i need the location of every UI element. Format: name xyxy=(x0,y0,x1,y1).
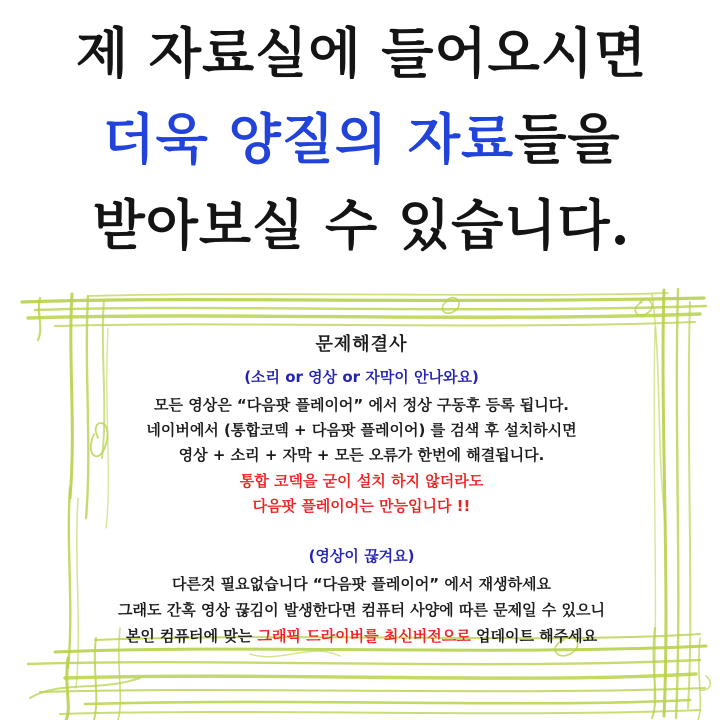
hero-line-2 xyxy=(0,96,723,182)
section2-line-1: 다른것 필요없습니다 “다음팟 플레이어” 에서 재생하세요 xyxy=(171,575,552,593)
hero-text xyxy=(0,10,723,268)
section2-line-3 xyxy=(0,627,723,645)
section2-header: (영상이 끊겨요) xyxy=(308,547,415,565)
panel-title: 문제해결사 xyxy=(315,334,408,355)
section2-line-3-prefix: 본인 컴퓨터에 맞는 xyxy=(125,627,258,645)
section2-line-3-highlight: 그래픽 드라이버를 최신버전으로 xyxy=(257,627,471,645)
section1-line-1: 모든 영상은 “다음팟 플레이어” 에서 정상 구동후 등록 됩니다. xyxy=(154,396,569,414)
section1-line-2: 네이버에서 (통합코덱 + 다음팟 플레이어) 를 검색 후 설치하시면 xyxy=(146,421,577,439)
section1-warning-1: 통합 코덱을 굳이 설치 하지 않더라도 xyxy=(239,472,484,490)
section2-line-2: 그래도 간혹 영상 끊김이 발생한다면 컴퓨터 사양에 따른 문제일 수 있으니 xyxy=(118,601,605,619)
hero-line-3: 받아보실 수 있습니다. xyxy=(92,193,631,257)
section1-line-3: 영상 + 소리 + 자막 + 모든 오류가 한번에 해결됩니다. xyxy=(178,446,545,464)
hero-line-1: 제 자료실에 들어오시면 xyxy=(75,21,648,85)
section1-header: (소리 or 영상 or 자막이 안나와요) xyxy=(244,368,479,386)
troubleshooting-panel xyxy=(0,288,723,720)
section1-warning-2: 다음팟 플레이어는 만능입니다 !! xyxy=(252,497,471,515)
hero-line-2-rest: 들을 xyxy=(514,107,621,171)
hero-line-2-highlight: 더욱 양질의 자료 xyxy=(102,107,515,171)
section2-line-3-suffix: 업데이트 해주세요 xyxy=(470,627,598,645)
